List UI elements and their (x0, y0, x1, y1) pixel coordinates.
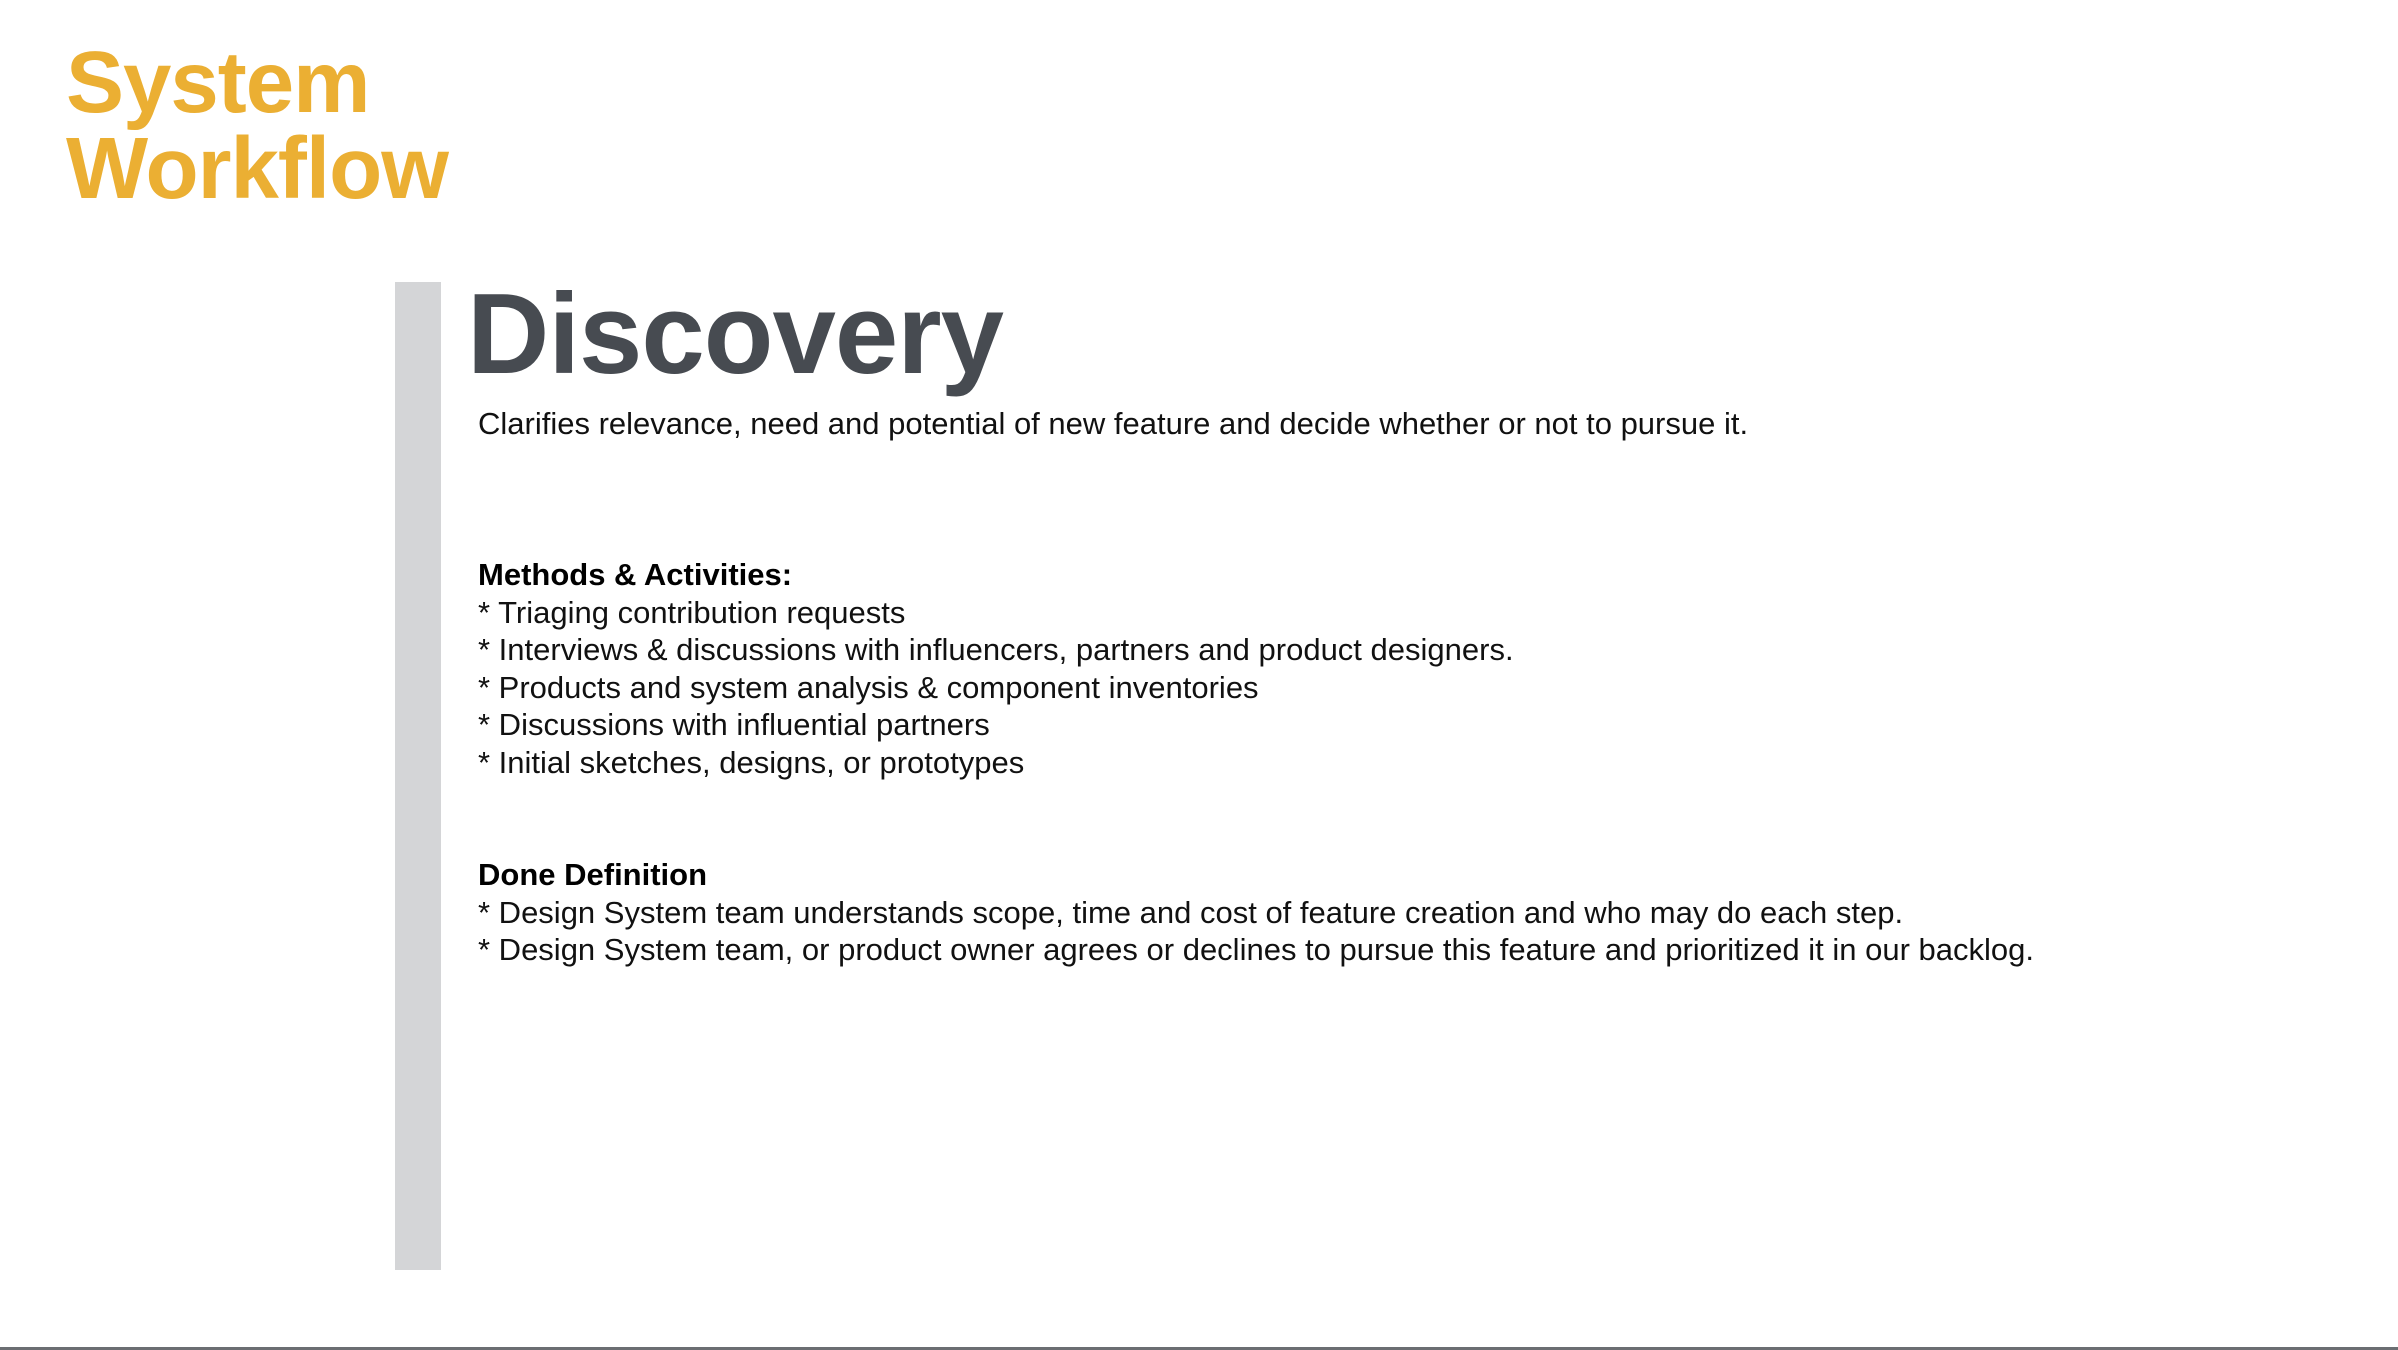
done-definition-heading: Done Definition (478, 857, 708, 892)
methods-list-item: * Interviews & discussions with influencers, partners and product designers. (478, 632, 1514, 668)
methods-section (478, 556, 1514, 782)
methods-list-item: * Triaging contribution requests (478, 594, 906, 630)
methods-list-item: * Discussions with influential partners (478, 707, 990, 743)
done-definition-list (478, 894, 2034, 969)
done-definition-section (478, 856, 2034, 969)
done-definition-item: * Design System team, or product owner agrees or declines to pursue this feature and prioritized it in our backlog. (478, 932, 2034, 968)
done-definition-item: * Design System team understands scope, time and cost of feature creation and who may do each step. (478, 894, 1904, 930)
methods-list-item: * Initial sketches, designs, or prototypes (478, 744, 1025, 780)
stage-description: Clarifies relevance, need and potential of new feature and decide whether or not to pursue it. (478, 406, 1749, 441)
section-title-line-1: System (66, 34, 370, 131)
section-title-line-2: Workflow (66, 120, 448, 217)
methods-list-item: * Products and system analysis & component inventories (478, 669, 1259, 705)
stage-title: Discovery (467, 271, 1004, 398)
methods-list (478, 594, 1514, 782)
stage-accent-bar (395, 282, 441, 1270)
methods-heading: Methods & Activities: (478, 557, 793, 592)
section-title (66, 34, 448, 217)
